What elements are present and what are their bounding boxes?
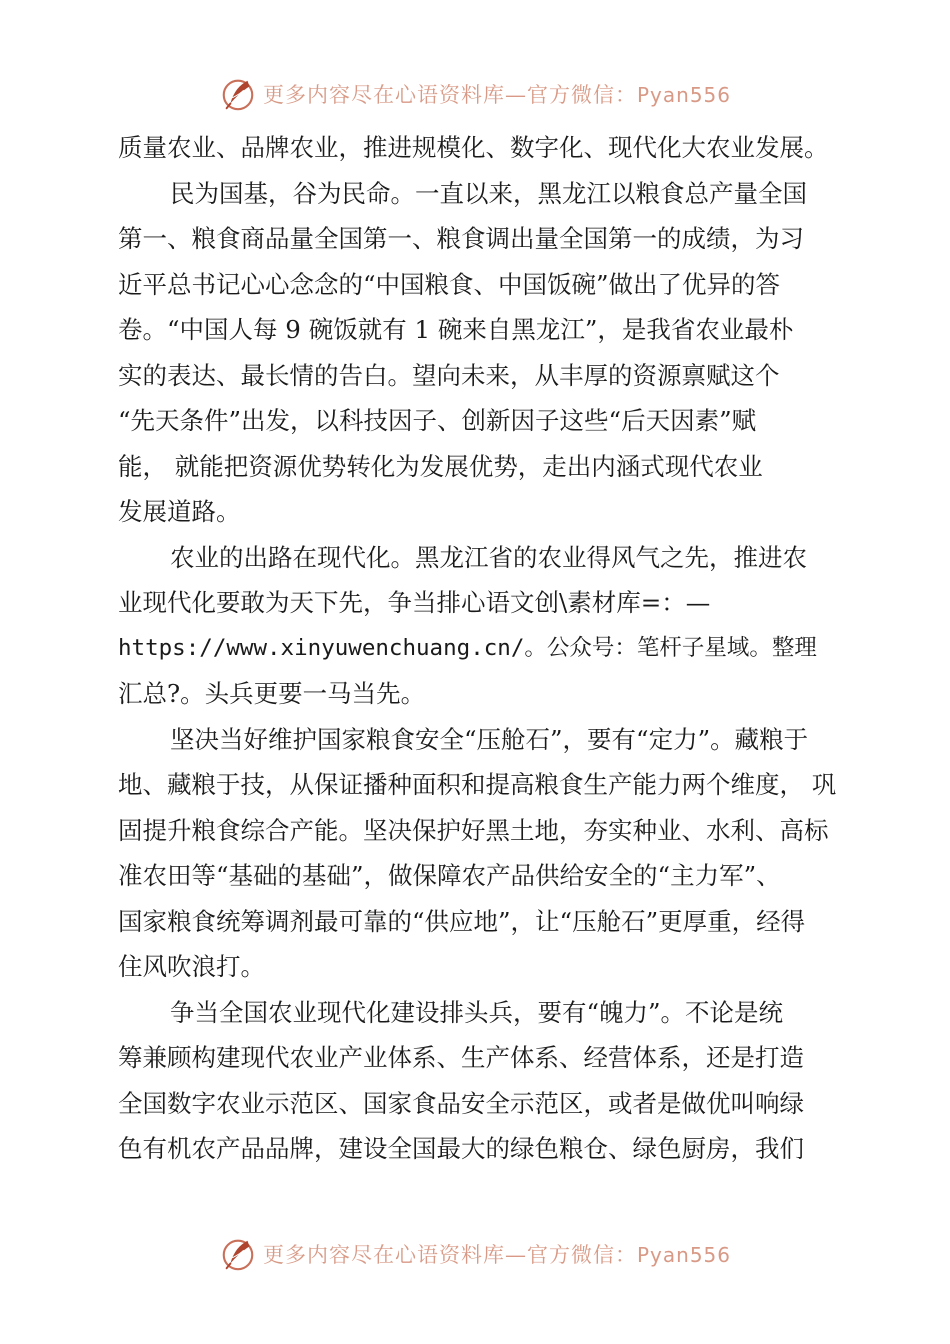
text-line: 筹兼顾构建现代农业产业体系、生产体系、经营体系，还是打造 [118,1043,804,1072]
text-line: 准农田等“基础的基础”，做保障农产品供给安全的“主力军”、 [118,861,781,890]
text-line: 国家粮食统筹调剂最可靠的“供应地”，让“压舱石”更厚重，经得 [118,906,806,936]
paragraph-first-line: 农业的出路在现代化。黑龙江省的农业得风气之先，推进农 [170,542,807,572]
text-line: 实的表达、最长情的告白。望向未来，从丰厚的资源禀赋这个 [118,360,780,390]
paragraph-first-line: 坚决当好维护国家粮食安全“压舱石”，要有“定力”。藏粮于 [170,724,809,754]
text-line: “先天条件”出发，以科技因子、创新因子这些“后天因素”赋 [118,406,757,435]
footer-banner-text [263,1239,731,1269]
text-line: 业现代化要敢为天下先，争当排心语文创\素材库=：— [118,588,711,617]
paragraph-first-line: 争当全国农业现代化建设排头兵，要有“魄力”。不论是统 [170,997,784,1027]
header-banner-wechat-id: Pyan556 [636,83,731,107]
paragraph-first-line: 民为国基，谷为民命。一直以来，黑龙江以粮食总产量全国 [170,178,807,208]
text-line: 色有机农产品品牌，建设全国最大的绿色粮仓、绿色厨房，我们 [118,1134,804,1163]
text-line: 固提升粮食综合产能。坚决保护好黑土地，夯实种业、水利、高标 [118,815,829,845]
url-text-line: https://www.xinyuwenchuang.cn/。公众号：笔杆子星域。整理 [118,634,817,661]
text-line: 质量农业、品牌农业，推进规模化、数字化、现代化大农业发展。 [118,133,829,162]
text-line: 能， 就能把资源优势转化为发展优势，走出内涵式现代农业 [118,451,763,481]
footer-banner-wechat-id: Pyan556 [636,1243,731,1267]
text-line: 卷。“中国人每 9 碗饭就有 1 碗来自黑龙江”，是我省农业最朴 [118,315,794,344]
header-banner-text [263,79,731,109]
text-line: 发展道路。 [118,497,241,526]
text-line: 住风吹浪打。 [118,952,265,981]
quill-feather-logo-icon [219,75,257,113]
text-line: 第一、粮食商品量全国第一、粮食调出量全国第一的成绩，为习 [118,224,804,253]
text-line: 汇总?。头兵更要一马当先。 [118,679,426,708]
footer-banner [0,1232,950,1276]
header-banner-text-cn: 更多内容尽在心语资料库—官方微信： [262,83,637,107]
quill-feather-logo-icon [219,1235,257,1273]
document-body [118,125,843,1172]
text-line: 全国数字农业示范区、国家食品安全示范区，或者是做优叫响绿 [118,1088,804,1118]
footer-banner-text-cn: 更多内容尽在心语资料库—官方微信： [262,1243,637,1267]
header-banner [0,72,950,116]
text-line: 地、藏粮于技，从保证播种面积和提高粮食生产能力两个维度， 巩 [118,770,837,799]
text-line: 近平总书记心心念念的“中国粮食、中国饭碗”做出了优异的答 [118,269,781,299]
